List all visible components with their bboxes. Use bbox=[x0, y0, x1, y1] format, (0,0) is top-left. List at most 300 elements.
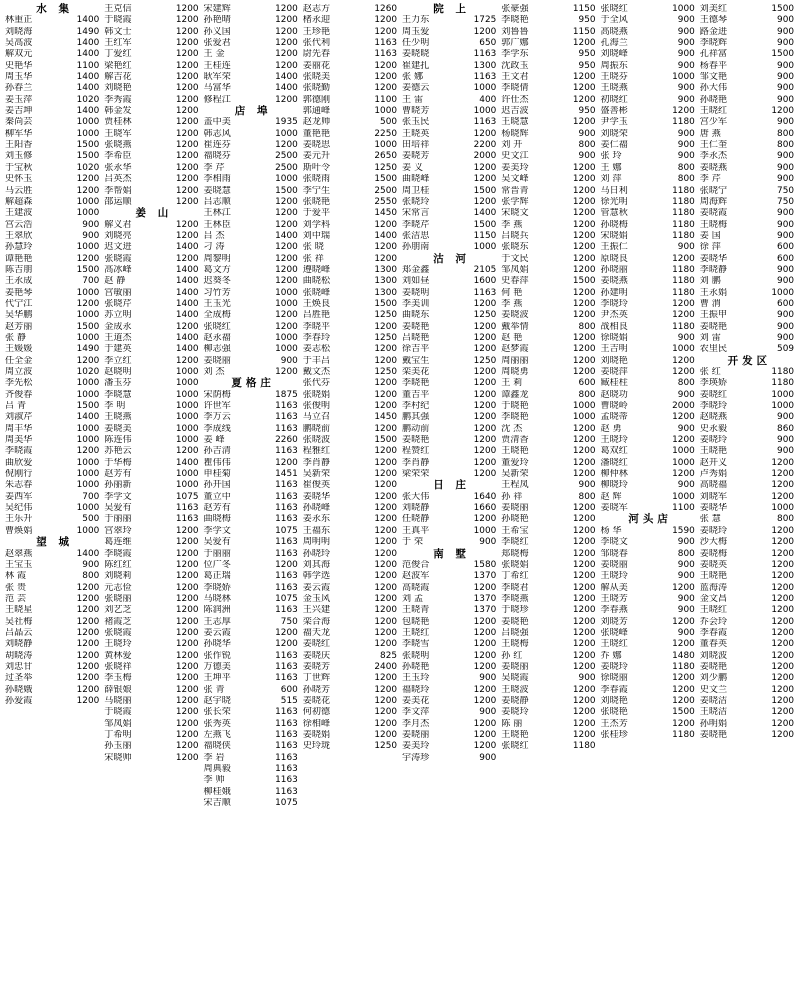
donor-row bbox=[203, 163, 300, 174]
donor-row bbox=[103, 639, 200, 650]
donor-amount: 515 bbox=[280, 695, 298, 706]
donor-name: 梁艳红 bbox=[104, 60, 132, 71]
donor-amount: 1200 bbox=[572, 287, 596, 298]
donor-name: 许世军 bbox=[203, 401, 231, 412]
donor-amount: 1200 bbox=[76, 446, 100, 457]
donor-name: 常晋青 bbox=[501, 185, 529, 196]
donor-name: 吴爱有 bbox=[104, 503, 132, 514]
donor-row bbox=[699, 322, 796, 333]
donor-name: 董艳艳 bbox=[302, 128, 331, 139]
donor-name: 王福东 bbox=[302, 525, 331, 536]
donor-row bbox=[4, 106, 101, 117]
donor-row bbox=[401, 503, 498, 514]
donor-row bbox=[600, 15, 697, 26]
donor-row bbox=[699, 446, 796, 457]
donor-amount: 1000 bbox=[374, 140, 397, 151]
donor-row bbox=[103, 514, 200, 525]
donor-amount: 900 bbox=[82, 219, 100, 230]
donor-row bbox=[401, 72, 498, 83]
donor-name: 周玉华 bbox=[5, 72, 33, 83]
donor-name: 刘晓艳 bbox=[104, 83, 132, 94]
donor-row bbox=[103, 446, 200, 457]
donor-name: 张大伟 bbox=[402, 491, 430, 502]
donor-name: 孙建明 bbox=[600, 287, 628, 298]
donor-row bbox=[103, 299, 200, 310]
donor-row bbox=[4, 628, 101, 639]
donor-name: 李 燕 bbox=[501, 219, 523, 230]
donor-name: 马立召 bbox=[302, 412, 331, 423]
donor-name: 刘 孟 bbox=[402, 593, 424, 604]
donor-amount: 800 bbox=[82, 571, 100, 582]
donor-name: 柳仲林 bbox=[600, 469, 628, 480]
donor-name: 姜云霞 bbox=[302, 582, 331, 593]
section-header: 日 庄 bbox=[433, 479, 470, 492]
donor-amount: 1000 bbox=[76, 310, 100, 321]
donor-amount: 1000 bbox=[473, 242, 497, 253]
donor-name: 李 岩 bbox=[203, 752, 225, 763]
donor-row bbox=[401, 186, 498, 197]
donor-row bbox=[699, 344, 796, 355]
donor-row bbox=[103, 344, 200, 355]
donor-name: 姜美玲 bbox=[501, 162, 529, 173]
donor-name: 丁希明 bbox=[104, 730, 132, 740]
donor-amount: 800 bbox=[677, 174, 695, 185]
donor-row bbox=[302, 367, 399, 378]
donor-amount: 1200 bbox=[275, 321, 298, 332]
donor-amount: 1200 bbox=[175, 548, 199, 559]
donor-amount: 1200 bbox=[572, 446, 596, 457]
donor-name: 戴宝生 bbox=[402, 355, 430, 366]
donor-amount: 800 bbox=[677, 162, 695, 173]
donor-amount: 1200 bbox=[275, 276, 298, 287]
donor-name: 王晓红 bbox=[402, 627, 430, 638]
donor-name: 杨春平 bbox=[699, 60, 728, 71]
donor-name: 韩学选 bbox=[302, 571, 331, 582]
donor-row bbox=[203, 231, 300, 242]
donor-amount: 1200 bbox=[473, 174, 497, 185]
donor-amount: 1200 bbox=[374, 60, 397, 71]
donor-amount: 900 bbox=[777, 276, 794, 287]
donor-row bbox=[500, 288, 597, 299]
donor-amount: 1000 bbox=[771, 287, 794, 298]
donor-name: 赵波军 bbox=[402, 571, 430, 582]
donor-amount: 500 bbox=[82, 514, 100, 525]
donor-name: 姜晓艳 bbox=[402, 321, 430, 332]
donor-amount: 1200 bbox=[175, 582, 199, 593]
donor-name: 崔连芬 bbox=[203, 140, 231, 151]
donor-name: 王晓青 bbox=[402, 605, 430, 616]
donor-name: 于晓珍 bbox=[501, 605, 529, 616]
donor-row bbox=[203, 560, 300, 571]
donor-name: 李瑛娇 bbox=[699, 378, 728, 389]
donor-amount: 1200 bbox=[175, 695, 199, 706]
donor-name: 王焕良 bbox=[302, 298, 331, 309]
donor-name: 张晓美 bbox=[302, 72, 331, 83]
donor-amount: 1500 bbox=[76, 264, 100, 275]
donor-name: 姜丽花 bbox=[302, 60, 331, 71]
donor-row bbox=[203, 458, 300, 469]
donor-name: 张 静 bbox=[5, 332, 27, 343]
donor-amount: 1200 bbox=[771, 695, 794, 706]
donor-amount: 1200 bbox=[572, 230, 596, 241]
donor-name: 吕晓兵 bbox=[501, 230, 529, 241]
donor-amount: 1200 bbox=[771, 548, 794, 559]
donor-row bbox=[103, 560, 200, 571]
donor-row bbox=[401, 197, 498, 208]
donor-amount: 1163 bbox=[275, 412, 298, 423]
donor-amount: 1875 bbox=[275, 389, 298, 400]
donor-amount: 1200 bbox=[175, 639, 199, 650]
donor-name: 沈政玉 bbox=[501, 60, 529, 71]
donor-name: 王晓星 bbox=[5, 605, 33, 616]
donor-amount: 1200 bbox=[771, 106, 794, 117]
donor-row bbox=[600, 276, 697, 287]
donor-row bbox=[401, 401, 498, 412]
donor-name: 张晓霞 bbox=[104, 253, 132, 264]
donor-name: 李学东 bbox=[501, 49, 529, 60]
donor-row bbox=[401, 730, 498, 741]
donor-row bbox=[4, 639, 101, 650]
donor-amount: 1200 bbox=[76, 593, 100, 604]
donor-row bbox=[203, 299, 300, 310]
donor-name: 孙晓艳 bbox=[402, 661, 430, 672]
donor-amount: 1200 bbox=[275, 94, 298, 105]
donor-amount: 1200 bbox=[275, 26, 298, 37]
donor-row bbox=[401, 129, 498, 140]
donor-row bbox=[103, 571, 200, 582]
donor-row bbox=[699, 254, 796, 265]
donor-amount: 1200 bbox=[473, 298, 497, 309]
donor-amount: 2200 bbox=[473, 140, 497, 151]
donor-amount: 900 bbox=[777, 174, 794, 185]
donor-name: 孙晓玲 bbox=[302, 548, 331, 559]
donor-row bbox=[103, 151, 200, 162]
donor-amount: 1200 bbox=[672, 582, 695, 593]
donor-amount: 1200 bbox=[473, 582, 497, 593]
donor-amount: 1200 bbox=[374, 389, 397, 400]
donor-row bbox=[401, 276, 498, 287]
donor-row bbox=[103, 265, 200, 276]
donor-row bbox=[699, 186, 796, 197]
donor-name: 齐俊春 bbox=[5, 389, 33, 400]
donor-amount: 600 bbox=[280, 684, 298, 695]
donor-row bbox=[600, 594, 697, 605]
donor-name: 张晓艳 bbox=[600, 707, 628, 718]
donor-name: 孙明娟 bbox=[699, 718, 728, 729]
donor-row bbox=[302, 129, 399, 140]
donor-amount: 600 bbox=[777, 298, 794, 309]
donor-amount: 1400 bbox=[175, 264, 199, 275]
donor-name: 陈吉朋 bbox=[5, 264, 33, 275]
donor-name: 王晓军 bbox=[104, 128, 132, 139]
donor-row bbox=[203, 537, 300, 548]
donor-row bbox=[103, 537, 200, 548]
donor-name: 张晓勤 bbox=[302, 83, 331, 94]
donor-amount: 1200 bbox=[275, 457, 298, 468]
donor-amount: 1000 bbox=[275, 332, 298, 343]
donor-row bbox=[600, 129, 697, 140]
donor-row bbox=[401, 617, 498, 628]
donor-amount: 1180 bbox=[771, 367, 794, 377]
donor-name: 史怀玉 bbox=[5, 174, 33, 185]
donor-amount: 1200 bbox=[374, 695, 397, 706]
donor-name: 张晓雨 bbox=[302, 174, 331, 185]
donor-name: 李美训 bbox=[402, 298, 430, 309]
donor-amount: 1200 bbox=[572, 537, 596, 548]
donor-name: 解义君 bbox=[104, 219, 132, 230]
donor-row bbox=[401, 117, 498, 128]
donor-amount: 1200 bbox=[275, 264, 298, 275]
donor-amount: 1200 bbox=[672, 639, 695, 650]
donor-name: 李晓霞 bbox=[104, 548, 132, 559]
donor-amount: 900 bbox=[677, 593, 695, 604]
donor-name: 王玉玲 bbox=[402, 673, 430, 684]
donor-name: 张晓燕 bbox=[104, 140, 132, 151]
donor-row bbox=[600, 560, 697, 571]
donor-name: 田培祥 bbox=[402, 140, 430, 151]
donor-amount: 1200 bbox=[374, 514, 397, 525]
donor-amount: 1163 bbox=[275, 707, 298, 718]
donor-row bbox=[401, 571, 498, 582]
donor-row bbox=[203, 151, 300, 162]
donor-name: 姜晓霞 bbox=[699, 208, 728, 219]
donor-amount: 1200 bbox=[572, 423, 596, 434]
donor-row bbox=[4, 83, 101, 94]
donor-row bbox=[103, 61, 200, 72]
donor-amount: 1500 bbox=[76, 151, 100, 162]
donor-row bbox=[203, 265, 300, 276]
donor-amount: 900 bbox=[578, 128, 596, 139]
donor-row bbox=[401, 367, 498, 378]
donor-amount: 1200 bbox=[771, 650, 794, 661]
donor-name: 韩文士 bbox=[104, 26, 132, 37]
donor-row bbox=[401, 299, 498, 310]
donor-amount: 1200 bbox=[374, 480, 397, 491]
donor-amount: 900 bbox=[677, 49, 695, 60]
donor-amount: 1163 bbox=[175, 503, 199, 514]
donor-name: 张晓丽 bbox=[104, 593, 132, 604]
donor-row bbox=[203, 208, 300, 219]
donor-name: 刘晓艳 bbox=[600, 355, 628, 366]
donor-name: 遵晓峰 bbox=[302, 264, 331, 275]
donor-name: 谭艳艳 bbox=[5, 253, 33, 264]
donor-row bbox=[302, 61, 399, 72]
donor-amount: 1163 bbox=[275, 401, 298, 412]
donor-row bbox=[203, 605, 300, 616]
donor-name: 任全金 bbox=[5, 355, 33, 366]
donor-amount: 1200 bbox=[572, 94, 596, 105]
donor-row bbox=[699, 401, 796, 412]
donor-name: 于晓霞 bbox=[104, 15, 132, 26]
donor-row bbox=[203, 333, 300, 344]
donor-name: 位广冬 bbox=[203, 559, 231, 570]
donor-row bbox=[203, 764, 300, 775]
donor-amount: 1400 bbox=[175, 287, 199, 298]
donor-row bbox=[4, 424, 101, 435]
donor-amount: 1000 bbox=[76, 525, 100, 536]
donor-row bbox=[302, 390, 399, 401]
donor-row bbox=[699, 480, 796, 491]
donor-amount: 2650 bbox=[374, 151, 397, 162]
donor-row bbox=[4, 151, 101, 162]
donor-row bbox=[401, 208, 498, 219]
donor-row bbox=[302, 163, 399, 174]
donor-row bbox=[699, 696, 796, 707]
donor-row bbox=[302, 617, 399, 628]
donor-row bbox=[500, 685, 597, 696]
donor-amount: 1200 bbox=[672, 310, 695, 321]
donor-name: 赵晓明 bbox=[104, 367, 132, 377]
donor-amount: 1000 bbox=[76, 457, 100, 468]
donor-name: 李晓慧 bbox=[104, 389, 132, 400]
donor-row bbox=[500, 276, 597, 287]
donor-row bbox=[103, 310, 200, 321]
donor-name: 郭德刚 bbox=[302, 94, 331, 105]
donor-amount: 1075 bbox=[175, 491, 199, 502]
donor-name: 吴社梅 bbox=[5, 616, 33, 627]
donor-row bbox=[203, 242, 300, 253]
donor-row bbox=[401, 639, 498, 650]
donor-amount: 900 bbox=[777, 94, 794, 105]
donor-name: 张 娜 bbox=[402, 72, 424, 83]
donor-name: 解双元 bbox=[5, 49, 33, 60]
donor-name: 刘晓亮 bbox=[104, 230, 132, 241]
donor-row bbox=[302, 106, 399, 117]
donor-amount: 1200 bbox=[275, 15, 298, 26]
donor-row bbox=[500, 480, 597, 491]
donor-amount: 400 bbox=[479, 94, 497, 105]
donor-row bbox=[600, 310, 697, 321]
donor-name: 管慧秋 bbox=[600, 208, 628, 219]
donor-name: 何初德 bbox=[302, 707, 331, 718]
donor-amount: 900 bbox=[479, 752, 497, 763]
donor-name: 郭广娜 bbox=[501, 38, 529, 49]
donor-row bbox=[103, 242, 200, 253]
donor-row bbox=[500, 730, 597, 741]
donor-name: 马日利 bbox=[600, 185, 628, 196]
donor-amount: 900 bbox=[479, 673, 497, 684]
donor-name: 王真平 bbox=[402, 525, 430, 536]
donor-amount: 2500 bbox=[275, 162, 298, 173]
donor-column bbox=[3, 4, 102, 707]
donor-amount: 1200 bbox=[374, 378, 397, 389]
donor-amount: 1000 bbox=[672, 4, 695, 14]
donor-row bbox=[401, 537, 498, 548]
donor-row bbox=[302, 242, 399, 253]
donor-amount: 1200 bbox=[275, 219, 298, 230]
donor-amount: 1200 bbox=[572, 571, 596, 582]
donor-amount: 1000 bbox=[76, 332, 100, 343]
donor-name: 董爱玲 bbox=[501, 457, 529, 468]
donor-name: 王晓艳 bbox=[699, 571, 728, 582]
donor-row bbox=[600, 424, 697, 435]
donor-row bbox=[699, 299, 796, 310]
donor-row bbox=[4, 412, 101, 423]
donor-amount: 900 bbox=[777, 162, 794, 173]
donor-row bbox=[401, 310, 498, 321]
donor-row bbox=[203, 412, 300, 423]
donor-amount: 1200 bbox=[175, 537, 199, 548]
donor-row bbox=[103, 435, 200, 446]
donor-amount: 1200 bbox=[175, 4, 199, 14]
donor-name: 吴纪伟 bbox=[5, 503, 33, 514]
donor-row bbox=[500, 4, 597, 15]
donor-name: 李希臣 bbox=[104, 151, 132, 162]
donor-name: 孙大伟 bbox=[699, 83, 728, 94]
donor-amount: 1200 bbox=[175, 128, 199, 139]
donor-amount: 1000 bbox=[374, 106, 397, 117]
donor-row bbox=[4, 95, 101, 106]
donor-amount: 1200 bbox=[771, 559, 794, 570]
donor-amount: 1200 bbox=[572, 242, 596, 253]
donor-amount: 750 bbox=[777, 185, 794, 196]
donor-row bbox=[500, 197, 597, 208]
donor-row bbox=[600, 72, 697, 83]
donor-amount: 1200 bbox=[175, 60, 199, 71]
donor-amount: 800 bbox=[677, 548, 695, 559]
donor-amount: 1075 bbox=[275, 593, 298, 604]
donor-amount: 900 bbox=[677, 389, 695, 400]
donor-name: 李肖静 bbox=[402, 457, 430, 468]
donor-amount: 1200 bbox=[771, 457, 794, 468]
donor-row bbox=[203, 730, 300, 741]
donor-row bbox=[500, 378, 597, 389]
donor-name: 解吉花 bbox=[104, 72, 132, 83]
donor-name: 吴晓霞 bbox=[501, 673, 529, 684]
donor-row bbox=[302, 231, 399, 242]
donor-name: 吴华鹏 bbox=[5, 310, 33, 321]
donor-name: 戴举情 bbox=[501, 321, 529, 332]
donor-amount: 1200 bbox=[374, 730, 397, 740]
donor-name: 金成永 bbox=[104, 321, 132, 332]
donor-row bbox=[103, 753, 200, 764]
donor-row bbox=[500, 72, 597, 83]
donor-name: 姜晓丽 bbox=[501, 503, 529, 514]
donor-name: 任少明 bbox=[402, 38, 430, 49]
donor-name: 韩志风 bbox=[203, 128, 231, 139]
donor-name: 吴高波 bbox=[5, 38, 33, 49]
donor-name: 张 晓 bbox=[302, 242, 324, 253]
donor-row bbox=[103, 526, 200, 537]
donor-row bbox=[203, 628, 300, 639]
donor-name: 路金进 bbox=[699, 26, 728, 37]
donor-amount: 1200 bbox=[473, 718, 497, 729]
donor-row bbox=[203, 129, 300, 140]
donor-name: 于宝秋 bbox=[5, 162, 33, 173]
donor-amount: 1200 bbox=[275, 4, 298, 14]
donor-amount: 1200 bbox=[572, 457, 596, 468]
donor-row bbox=[600, 367, 697, 378]
donor-row bbox=[500, 401, 597, 412]
donor-row bbox=[302, 4, 399, 15]
donor-row bbox=[500, 583, 597, 594]
donor-name: 解超森 bbox=[5, 196, 33, 207]
donor-amount: 900 bbox=[479, 537, 497, 548]
donor-row bbox=[600, 83, 697, 94]
donor-amount: 1200 bbox=[374, 673, 397, 684]
donor-amount: 1250 bbox=[374, 332, 397, 343]
donor-amount: 900 bbox=[777, 321, 794, 332]
donor-name: 姜仁福 bbox=[600, 140, 628, 151]
donor-name: 赵梦霞 bbox=[501, 344, 529, 355]
donor-row bbox=[203, 49, 300, 60]
donor-name: 曹焕娟 bbox=[5, 525, 33, 536]
donor-row bbox=[203, 798, 300, 809]
donor-amount: 1935 bbox=[275, 117, 298, 128]
donor-name: 张作锐 bbox=[203, 650, 231, 661]
donor-name: 葛文方 bbox=[203, 264, 231, 275]
donor-amount: 1200 bbox=[175, 117, 199, 128]
